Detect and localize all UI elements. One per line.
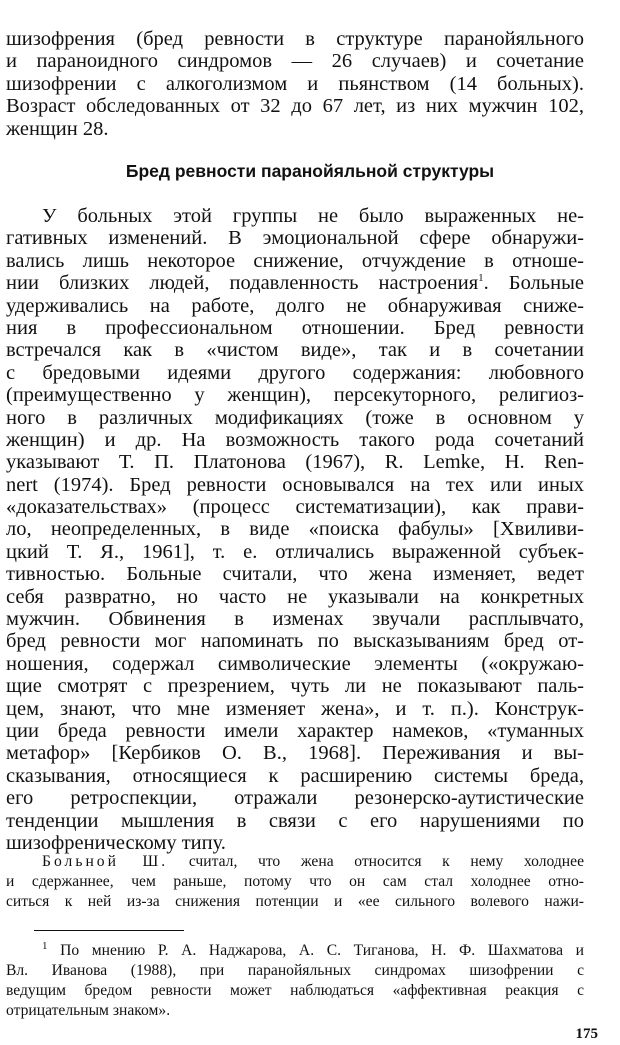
- text-line: метафор» [Кербиков О. В., 1968]. Переживания и вы-: [6, 742, 584, 765]
- body-paragraph: [6, 205, 584, 854]
- text-line: с бредовыми идеями другого содержания: любовного: [6, 361, 584, 384]
- text-line: отрицательным знаком».: [6, 1002, 171, 1019]
- text-line: У больных этой группы не было выраженных не-: [42, 205, 584, 227]
- text-line: шизофрении с алкоголизмом и пьянством (14 больных).: [6, 72, 584, 95]
- text-line: указывают Т. П. Платонова (1967), R. Lemke, H. Ren-: [6, 451, 584, 474]
- text-line: «доказательствах» (процесс систематизации), как прави-: [6, 496, 584, 519]
- text-line: тенденции мышления в связи с его нарушениями по: [6, 809, 584, 832]
- intro-paragraph: [6, 28, 584, 140]
- text-line: шизофреническому типу.: [6, 831, 226, 854]
- text-line: себя развратно, но часто не указывали на конкретных: [6, 585, 584, 608]
- footnote: [6, 941, 584, 1021]
- text-line: сказывания, относящиеся к расширению системы бреда,: [6, 764, 584, 787]
- text-line: ситься к ней из-за снижения потенции и «ее сильного волевого нажи-: [6, 893, 584, 910]
- case-description: [6, 852, 584, 912]
- text-line: nert (1974). Бред ревности основывался на тех или иных: [6, 473, 584, 496]
- text-line: ции бреда ревности имели характер намеков, «туманных: [6, 719, 584, 742]
- text-fragment: считал, что жена относится к нему холоднее: [168, 853, 584, 870]
- text-line: ведущим бредом ревности может наблюдаться «аффективная реакция с: [6, 982, 584, 999]
- text-line: мужчин. Обвинения в изменах звучали расплывчато,: [6, 608, 584, 631]
- text-line: ного в различных модификациях (тоже в основном у: [6, 406, 584, 429]
- footnote-ref: 1: [478, 272, 484, 285]
- footnote-marker: 1: [42, 941, 48, 952]
- text-line: [6, 941, 584, 961]
- text-line: шизофрения (бред ревности в структуре паранойяльного: [6, 28, 584, 50]
- text-line: встречался как в «чистом виде», так и в сочетании: [6, 339, 584, 362]
- text-line: Возраст обследованных от 32 до 67 лет, из них мужчин 102,: [6, 95, 584, 118]
- text-line: тивностью. Больные считали, что жена изменяет, ведет: [6, 563, 584, 586]
- text-line: ния в профессиональном отношении. Бред ревности: [6, 316, 584, 339]
- text-line: цкий Т. Я., 1961], т. е. отличались выраженной субъек-: [6, 540, 584, 563]
- text-line: [6, 852, 584, 872]
- text-line: ношения, содержал символические элементы («окружаю-: [6, 652, 584, 675]
- text-line: и сдержаннее, чем раньше, потому что он сам стал холоднее отно-: [6, 873, 584, 890]
- text-line: цем, знают, что мне изменяет жена», и т. п.). Конструк-: [6, 697, 584, 720]
- text-line: бред ревности мог напоминать по высказываниям бред от-: [6, 630, 584, 653]
- text-line: гативных изменений. В эмоциональной сфере обнаружи-: [6, 227, 584, 250]
- footnote-divider: [34, 930, 184, 931]
- text-line: женщин 28.: [6, 117, 109, 140]
- text-line: щие смотрят с презрением, чуть ли не показывают паль-: [6, 675, 584, 698]
- text-line: (преимущественно у женщин), персекуторного, религиоз-: [6, 384, 584, 407]
- text-line: удерживались на работе, долго не обнаруживая сниже-: [6, 294, 584, 317]
- text-line: и параноидного синдромов — 26 случаев) и сочетание: [6, 50, 584, 73]
- text-line: Вл. Иванова (1988), при паранойяльных синдромах шизофрении с: [6, 962, 584, 979]
- text-line: [6, 272, 584, 294]
- text-line: его ретроспекции, отражали резонерско-аутистические: [6, 787, 584, 810]
- page-number: 175: [575, 1026, 598, 1042]
- text-fragment: По мнению Р. А. Наджарова, А. С. Тиганова, Н. Ф. Шахматова и: [47, 942, 584, 959]
- text-line: женщин) и др. На возможность такого рода сочетаний: [6, 428, 584, 451]
- text-line: ло, неопределенных, в виде «поиска фабулы» [Хвиливи-: [6, 518, 584, 541]
- section-heading: Бред ревности паранойяльной структуры: [125, 161, 495, 181]
- text-fragment: нии близких людей, подавленность настроения: [6, 272, 479, 295]
- patient-name: Больной Ш.: [42, 853, 169, 870]
- text-line: вались лишь некоторое снижение, отчуждение в отноше-: [6, 249, 584, 272]
- text-fragment: . Больные: [483, 272, 584, 295]
